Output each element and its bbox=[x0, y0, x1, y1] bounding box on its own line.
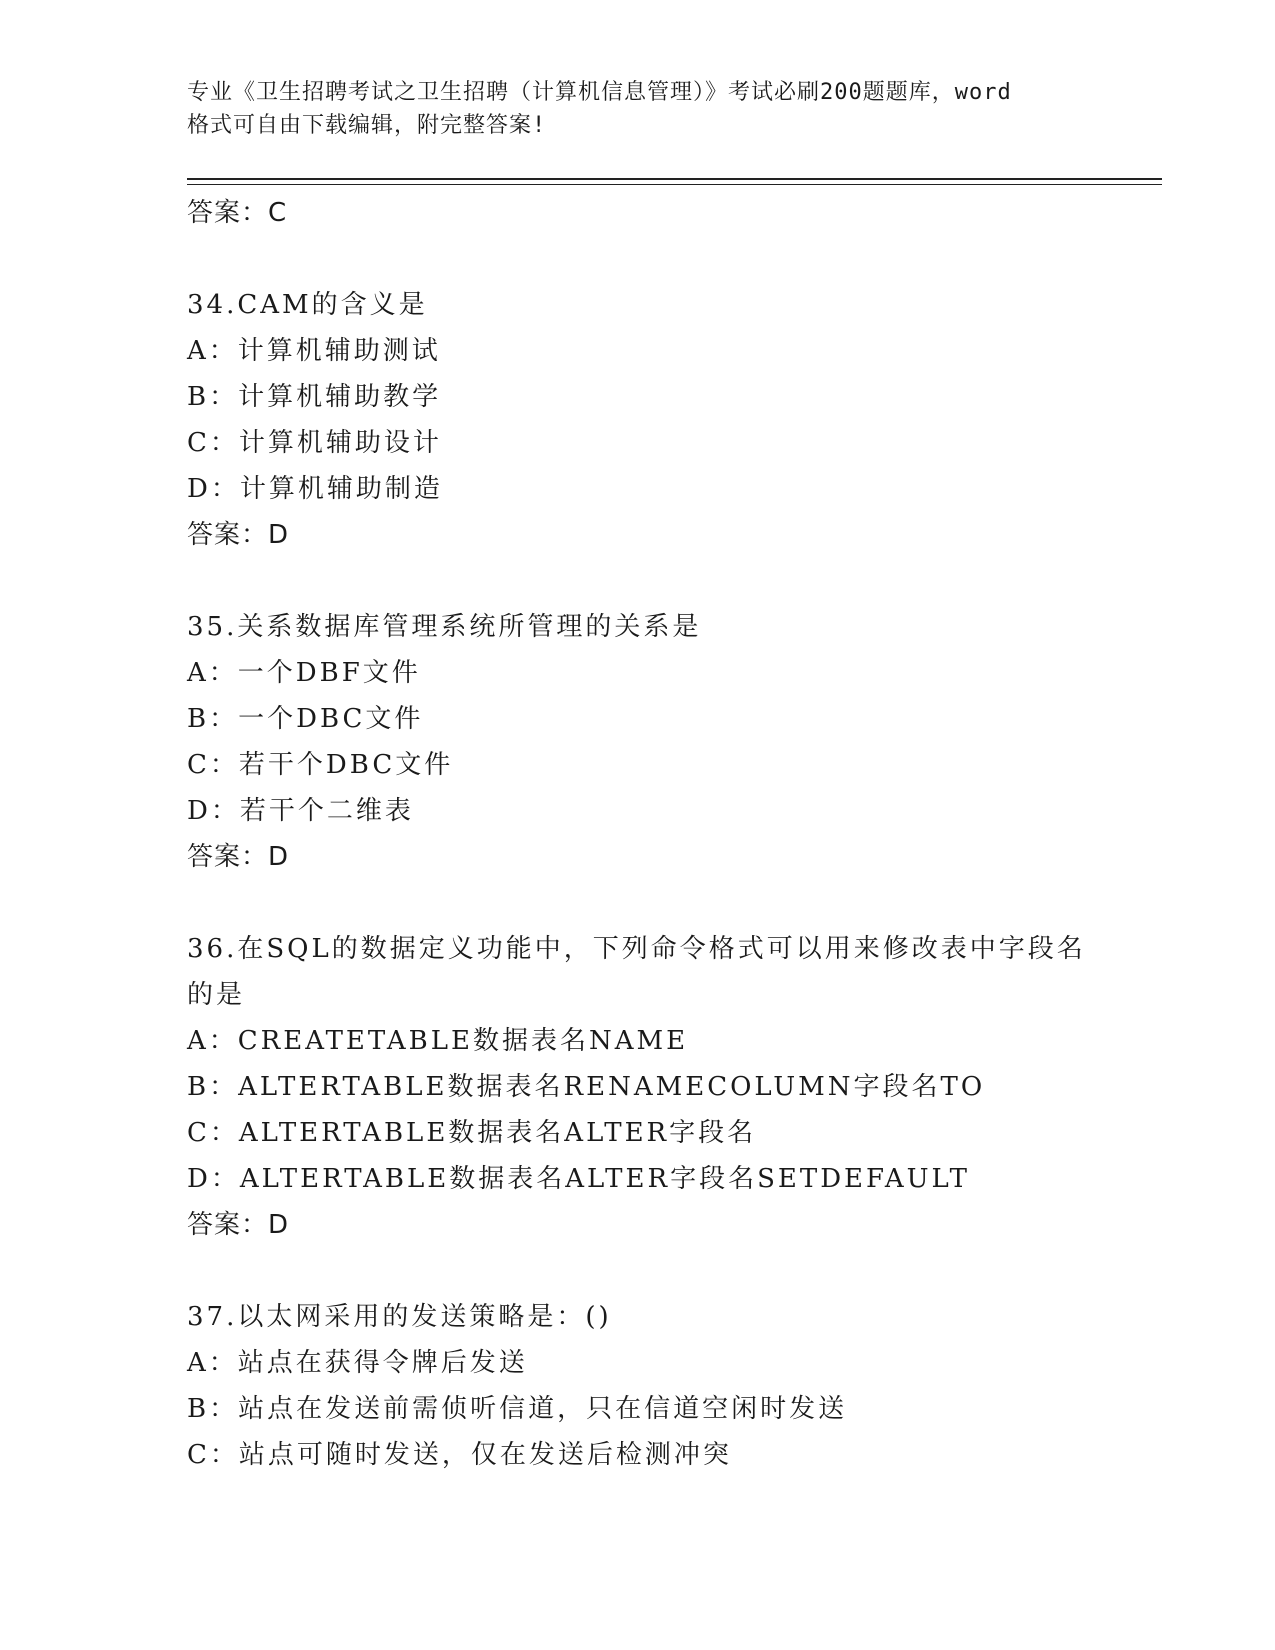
question-stem: 34.CAM的含义是 bbox=[187, 290, 428, 320]
option-a: A：计算机辅助测试 bbox=[187, 336, 441, 366]
option-b: B：ALTERTABLE数据表名RENAMECOLUMN字段名TO bbox=[187, 1072, 986, 1102]
header-rule-thick bbox=[187, 178, 1162, 180]
question-stem: 35.关系数据库管理系统所管理的关系是 bbox=[187, 612, 702, 642]
previous-answer: 答案：C bbox=[187, 198, 288, 228]
option-c: C：ALTERTABLE数据表名ALTER字段名 bbox=[187, 1118, 757, 1148]
question-answer: 答案：D bbox=[187, 842, 290, 872]
spacer bbox=[187, 880, 1162, 926]
question-35 bbox=[187, 604, 1162, 880]
header-line-2: 格式可自由下载编辑，附完整答案! bbox=[187, 113, 547, 138]
question-36 bbox=[187, 926, 1162, 1248]
question-answer: 答案：D bbox=[187, 1210, 290, 1240]
option-a: A：CREATETABLE数据表名NAME bbox=[187, 1026, 689, 1056]
option-b: B：计算机辅助教学 bbox=[187, 382, 442, 412]
document-header bbox=[187, 76, 1087, 142]
option-d: D：计算机辅助制造 bbox=[187, 474, 443, 504]
document-page bbox=[187, 0, 1162, 1650]
question-stem: 37.以太网采用的发送策略是：() bbox=[187, 1302, 612, 1332]
spacer bbox=[187, 236, 1162, 282]
option-b: B：一个DBC文件 bbox=[187, 704, 424, 734]
spacer bbox=[187, 558, 1162, 604]
question-stem: 36.在SQL的数据定义功能中，下列命令格式可以用来修改表中字段名的是 bbox=[187, 934, 1086, 1010]
header-line-1: 专业《卫生招聘考试之卫生招聘（计算机信息管理）》考试必刷200题题库，word bbox=[187, 80, 1012, 105]
question-37 bbox=[187, 1294, 1162, 1478]
option-a: A：一个DBF文件 bbox=[187, 658, 421, 688]
option-c: C：计算机辅助设计 bbox=[187, 428, 442, 458]
option-c: C：站点可随时发送，仅在发送后检测冲突 bbox=[187, 1440, 732, 1470]
question-answer: 答案：D bbox=[187, 520, 290, 550]
option-a: A：站点在获得令牌后发送 bbox=[187, 1348, 528, 1378]
option-c: C：若干个DBC文件 bbox=[187, 750, 454, 780]
document-content bbox=[187, 190, 1162, 1478]
option-b: B：站点在发送前需侦听信道，只在信道空闲时发送 bbox=[187, 1394, 848, 1424]
header-rule-thin bbox=[187, 184, 1162, 185]
option-d: D：ALTERTABLE数据表名ALTER字段名SETDEFAULT bbox=[187, 1164, 970, 1194]
option-d: D：若干个二维表 bbox=[187, 796, 414, 826]
question-34 bbox=[187, 282, 1162, 558]
spacer bbox=[187, 1248, 1162, 1294]
